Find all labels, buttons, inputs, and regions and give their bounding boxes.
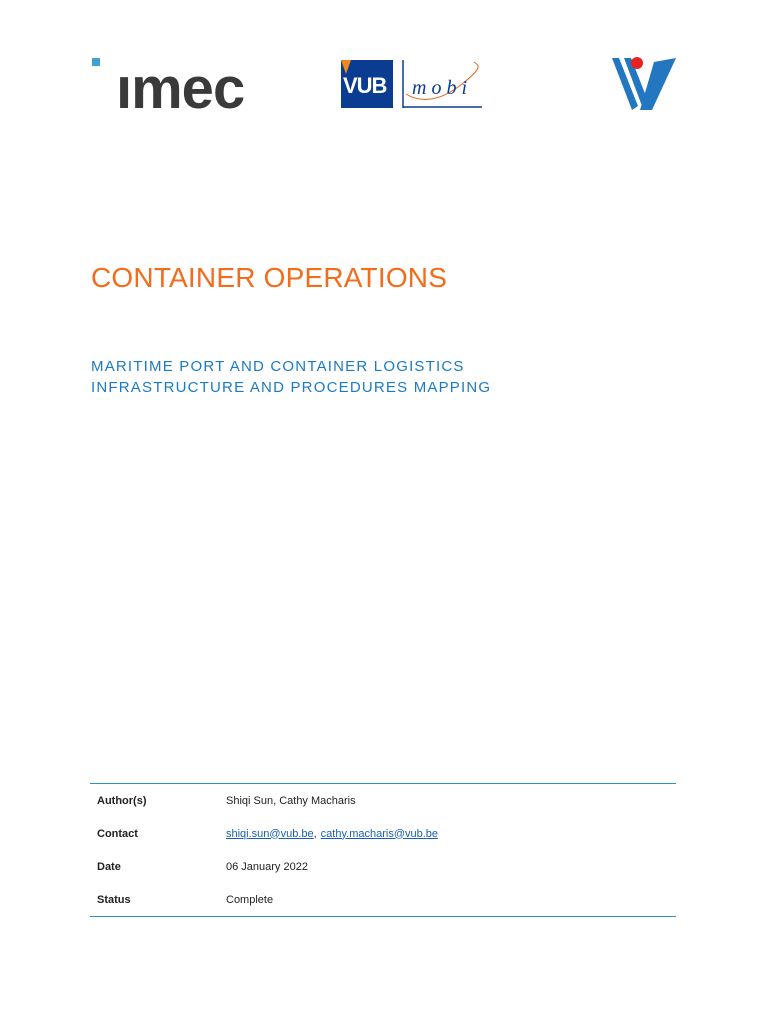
mobi-logo [402, 60, 482, 108]
contact-label: Contact [97, 827, 138, 840]
v-logo [610, 56, 678, 110]
meta-row-date [90, 850, 676, 883]
subtitle-line-2: INFRASTRUCTURE AND PROCEDURES MAPPING [91, 379, 492, 396]
authors-label: Author(s) [97, 794, 147, 807]
email-separator: , [313, 827, 317, 840]
document-metadata-table [90, 783, 676, 917]
vub-logo-text: VUB [343, 73, 387, 98]
v-logo-dot [631, 57, 643, 69]
imec-logo-text: ımec [116, 56, 245, 113]
vub-logo [341, 60, 393, 108]
email-link-cathy[interactable]: cathy.macharis@vub.be [320, 827, 439, 840]
meta-row-authors [90, 784, 676, 818]
imec-logo-square [92, 58, 100, 66]
document-title: CONTAINER OPERATIONS [91, 262, 448, 293]
status-label: Status [97, 893, 131, 906]
date-label: Date [97, 860, 121, 873]
subtitle-line-1: MARITIME PORT AND CONTAINER LOGISTICS [91, 358, 465, 375]
meta-row-contact [90, 817, 676, 850]
imec-logo [90, 55, 280, 113]
status-value: Complete [226, 893, 274, 906]
email-link-shiqi[interactable]: shiqi.sun@vub.be [226, 827, 314, 840]
contact-value [219, 817, 676, 850]
authors-value: Shiqi Sun, Cathy Macharis [226, 794, 356, 807]
date-value: 06 January 2022 [226, 860, 308, 873]
meta-row-status [90, 883, 676, 917]
document-subtitle [91, 356, 491, 398]
mobi-logo-text: mobi [412, 77, 472, 99]
